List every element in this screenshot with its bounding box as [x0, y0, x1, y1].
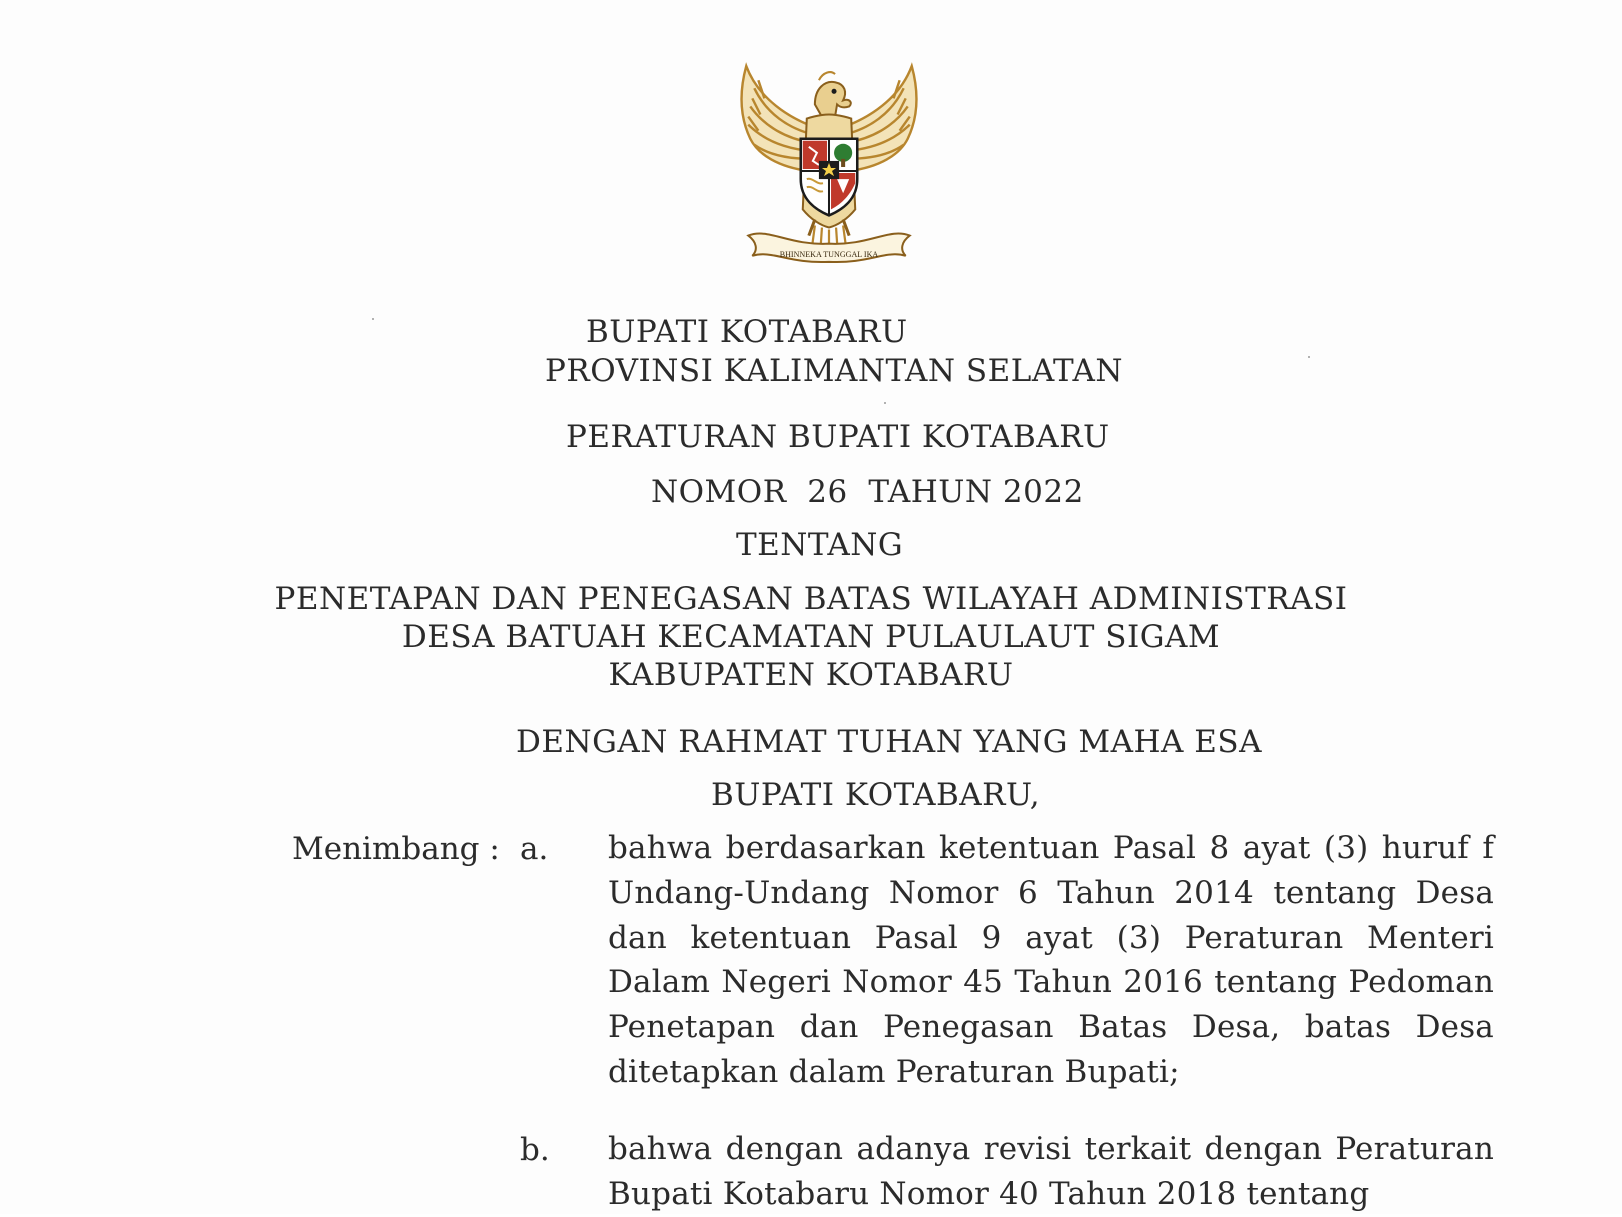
- consideration-marker-b: b.: [520, 1132, 550, 1168]
- regulation-about: TENTANG: [736, 527, 904, 563]
- regulation-title: PERATURAN BUPATI KOTABARU: [566, 419, 1110, 455]
- header-authority: BUPATI KOTABARU: [586, 314, 908, 350]
- consideration-marker-a: a.: [520, 831, 549, 867]
- scan-speck: [1308, 356, 1310, 358]
- garuda-pancasila-emblem-icon: [718, 58, 940, 280]
- consideration-text-b: bahwa dengan adanya revisi terkait dengan Peraturan Bupati Kotabaru Nomor 40 Tahun 2018 tentang: [608, 1131, 1494, 1212]
- regulation-subject-line-3: KABUPATEN KOTABARU: [608, 657, 1014, 693]
- motto-text: BHINNEKA TUNGGAL IKA: [779, 249, 879, 259]
- regulation-subject-line-2: DESA BATUAH KECAMATAN PULAULAUT SIGAM: [401, 619, 1221, 655]
- preamble-invocation: DENGAN RAHMAT TUHAN YANG MAHA ESA: [516, 724, 1263, 760]
- regulation-subject-line-1: PENETAPAN DAN PENEGASAN BATAS WILAYAH ADMINISTRASI: [274, 581, 1348, 617]
- preamble-issuer: BUPATI KOTABARU,: [711, 777, 1041, 813]
- scan-speck: [884, 402, 886, 404]
- considerations-label: Menimbang :: [292, 831, 500, 867]
- scan-speck: [372, 318, 374, 320]
- consideration-text-a: bahwa berdasarkan ketentuan Pasal 8 ayat (3) huruf f Undang-Undang Nomor 6 Tahun 2014 tentang Desa dan ketentuan Pasal 9 ayat (3) Peraturan Menteri Dalam Negeri Nomor 45 Tahun 2016 tentang Pedoman Penetapan dan Penegasan Batas Desa, batas Desa ditetapkan dalam Peraturan Bupati;: [608, 830, 1494, 1090]
- regulation-number: NOMOR 26 TAHUN 2022: [651, 474, 1084, 510]
- eagle-head: [815, 72, 851, 118]
- header-province: PROVINSI KALIMANTAN SELATAN: [545, 353, 1124, 389]
